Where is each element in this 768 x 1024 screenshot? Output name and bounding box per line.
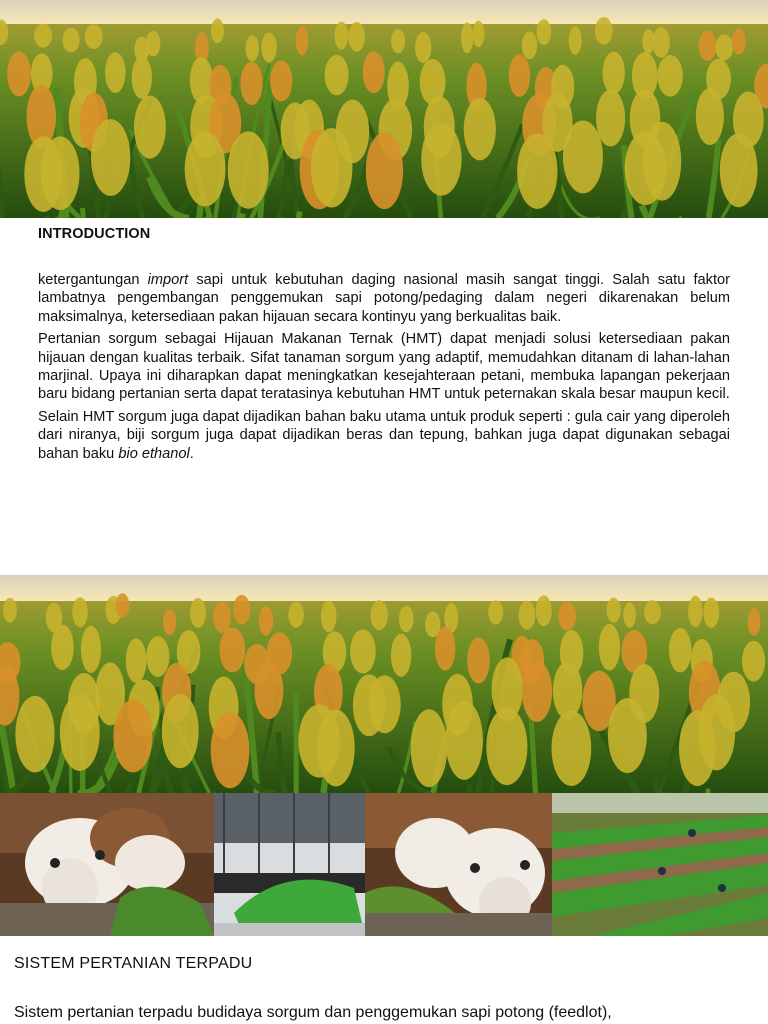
sorghum-head [369,675,401,733]
sorghum-head [255,662,284,719]
sorghum-head [519,601,536,630]
sorghum-head [461,22,473,53]
sorghum-head [399,606,414,632]
sorghum-head [553,662,582,720]
sorghum-head [246,35,259,61]
sorghum-head [606,598,620,623]
p3-text-b: . [189,445,194,462]
sorghum-head [522,661,552,722]
sorghum-head [288,601,304,627]
sorghum-head [411,709,448,787]
sorghum-head [688,596,702,627]
p1-import-term: import [147,272,189,288]
sorghum-head [537,19,552,45]
sorghum-head [509,54,531,97]
vegetable-field-photo [552,793,768,936]
sorghum-head [311,128,353,207]
sorghum-head [644,600,661,624]
sorghum-head [162,694,199,768]
sorghum-head [41,136,80,210]
sorghum-head [220,628,246,673]
sorghum-head [748,608,761,635]
sorghum-head [558,602,576,631]
sorghum-head [15,696,54,773]
sorghum-head [486,708,527,785]
sorghum-head [595,17,613,44]
sorghum-head [563,120,603,193]
intro-paragraph-1 [38,271,730,326]
sorghum-head [81,626,101,673]
sorghum-head [696,88,724,145]
sorghum-head [72,597,87,627]
sorghum-head [85,24,103,49]
sorghum-head [445,701,483,780]
sorghum-head [391,29,405,53]
sorghum-head [522,31,537,59]
sorghum-head [643,122,681,201]
sorghum-head [211,712,250,788]
sorghum-head [213,602,231,633]
sorghum-head [105,52,126,93]
sorghum-head [63,28,80,52]
sorghum-head [211,18,224,43]
sorghum-head [296,26,308,55]
sorghum-head [91,119,131,196]
sorghum-head [163,609,176,635]
sorghum-head [132,56,152,99]
sorghum-head [60,695,100,771]
sorghum-head [421,123,461,196]
sorghum-head [715,34,733,60]
sorghum-head [233,595,250,624]
intro-heading: INTRODUCTION [38,226,151,242]
sorghum-head [34,24,52,48]
p3-bioethanol-term: bio ethanol [118,445,190,462]
sorghum-head [335,22,349,50]
sorghum-head [698,694,735,770]
sorghum-head [551,711,591,786]
sorghum-head [608,698,647,773]
sorghum-head [348,22,365,52]
sorghum-head [517,133,558,208]
sorghum-head [185,132,226,206]
sorghum-head [261,32,276,62]
sorghum-head [391,634,411,677]
sorghum-head [467,638,490,684]
sorghum-head [113,700,152,772]
sorghum-head [623,602,636,627]
sorghum-head [669,628,692,673]
sorghum-head [240,62,262,105]
sorghum-head [488,600,503,624]
sorghum-head [325,55,349,95]
sorghum-head [115,593,129,618]
p3-text-a: Selain HMT sorgum juga dapat dijadikan bahan baku utama untuk produk seperti : gula cair yang diperoleh dari niranya, biji sorgum juga dapat dijadikan beras dan tepung, bahkan juga dapat digunakan sebagai bahan baku [38,408,730,462]
p1-text-b: sapi untuk kebutuhan daging nasional masih sangat tinggi. Salah satu faktor lambatnya pengembangan penggemukan sapi potong/pedaging dalam negeri dikarenakan belum maksimalnya, ketersediaan pakan hijauan secara kontinyu yang berkualitas baik. [38,272,730,325]
sorghum-head [126,638,147,683]
sorghum-head [350,629,376,673]
sorghum-head [259,606,273,636]
section-text: Sistem pertanian terpadu budidaya sorgum dan penggemukan sapi potong (feedlot), [14,1004,612,1021]
sorghum-head [536,595,552,626]
sorghum-head [146,31,161,56]
sorghum-head [321,601,337,633]
sorghum-head [435,627,455,671]
sorghum-field-photo-middle [0,575,768,793]
sorghum-head [569,26,582,54]
sorghum-head [190,598,206,628]
sorghum-head [720,133,758,207]
section-title: SISTEM PERTANIAN TERPADU [14,955,253,972]
cattle-feeding-photo-1 [0,793,214,936]
sorghum-head [363,51,385,93]
intro-paragraph-3 [38,408,730,463]
sorghum-head [599,624,620,671]
cattle-feeding-photo-2 [365,793,552,936]
intro-body [38,271,730,467]
photo-strip [0,793,768,936]
sorghum-head [366,132,403,209]
p1-text-a: ketergantungan [38,272,148,288]
intro-paragraph-2: Pertanian sorgum sebagai Hijauan Makanan Ternak (HMT) dapat menjadi solusi ketersediaan pakan hijauan dengan kualitas terbaik. Sifat tanaman sorgum yang adaptif, memudahkan ditanam di lahan-lahan marjinal. Upaya ini diharapkan dapat meningkatkan kesejahteraan petani, membuka lapangan pekerjaan baru bidang pertanian serta dapat teratasinya kebutuhan HMT untuk peternakan skala besar maupun kecil. [38,331,730,403]
sorghum-head [51,624,74,670]
sorghum-head [652,27,669,58]
sorghum-head [472,21,484,47]
sorghum-head [742,641,765,682]
barn-forage-photo [214,793,365,936]
sorghum-head [317,710,354,787]
sorghum-head [228,131,269,208]
sorghum-head [699,31,717,61]
sorghum-field-photo-top [0,0,768,218]
sorghum-head [603,52,625,95]
sorghum-head [134,96,166,159]
sorghum-head [732,29,746,55]
sorghum-head [703,598,719,628]
sorghum-head [415,32,431,63]
sorghum-head [270,60,292,101]
sorghum-head [371,600,388,630]
sorghum-head [146,636,169,677]
sorghum-head [657,55,682,97]
sorghum-head [596,90,625,147]
sorghum-head [7,51,31,96]
sorghum-head [3,598,17,623]
sorghum-head [464,98,496,160]
